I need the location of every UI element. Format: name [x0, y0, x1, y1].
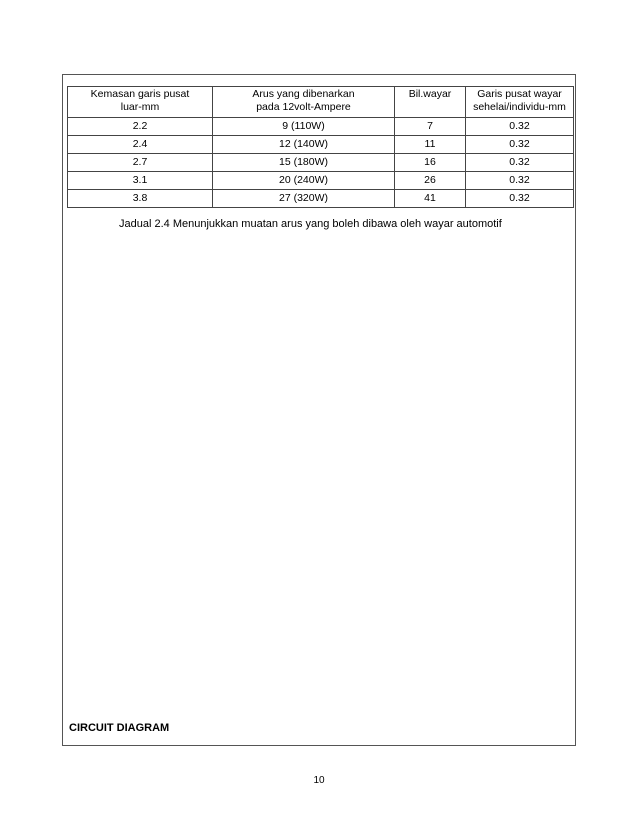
- table-cell: 0.32: [466, 172, 574, 190]
- table-cell: 16: [395, 154, 466, 172]
- table-cell: 3.1: [68, 172, 213, 190]
- table-cell: 20 (240W): [213, 172, 395, 190]
- table-cell: 2.4: [68, 136, 213, 154]
- table-cell: 27 (320W): [213, 190, 395, 208]
- table-row: [68, 136, 574, 154]
- table-header-row: [68, 87, 574, 118]
- header-strand-diameter: Garis pusat wayar sehelai/individu-mm: [466, 87, 574, 118]
- table-cell: 9 (110W): [213, 118, 395, 136]
- table-cell: 12 (140W): [213, 136, 395, 154]
- table-cell: 26: [395, 172, 466, 190]
- table-cell: 3.8: [68, 190, 213, 208]
- table-cell: 41: [395, 190, 466, 208]
- table-row: [68, 172, 574, 190]
- content-frame: [62, 74, 576, 746]
- table-cell: 0.32: [466, 154, 574, 172]
- table-cell: 7: [395, 118, 466, 136]
- table-cell: 15 (180W): [213, 154, 395, 172]
- header-outer-diameter: Kemasan garis pusat luar-mm: [68, 87, 213, 118]
- wire-spec-table: [67, 86, 574, 208]
- table-caption: Jadual 2.4 Menunjukkan muatan arus yang boleh dibawa oleh wayar automotif: [119, 218, 502, 230]
- page-number: 10: [313, 775, 325, 786]
- table-cell: 0.32: [466, 136, 574, 154]
- table-row: [68, 118, 574, 136]
- table-row: [68, 190, 574, 208]
- header-wire-count: Bil.wayar: [395, 87, 466, 118]
- table-row: [68, 154, 574, 172]
- table-cell: 0.32: [466, 190, 574, 208]
- header-allowed-current: Arus yang dibenarkan pada 12volt-Ampere: [213, 87, 395, 118]
- circuit-diagram-heading: CIRCUIT DIAGRAM: [69, 722, 170, 734]
- table-cell: 2.7: [68, 154, 213, 172]
- table-cell: 11: [395, 136, 466, 154]
- table-cell: 0.32: [466, 118, 574, 136]
- table-cell: 2.2: [68, 118, 213, 136]
